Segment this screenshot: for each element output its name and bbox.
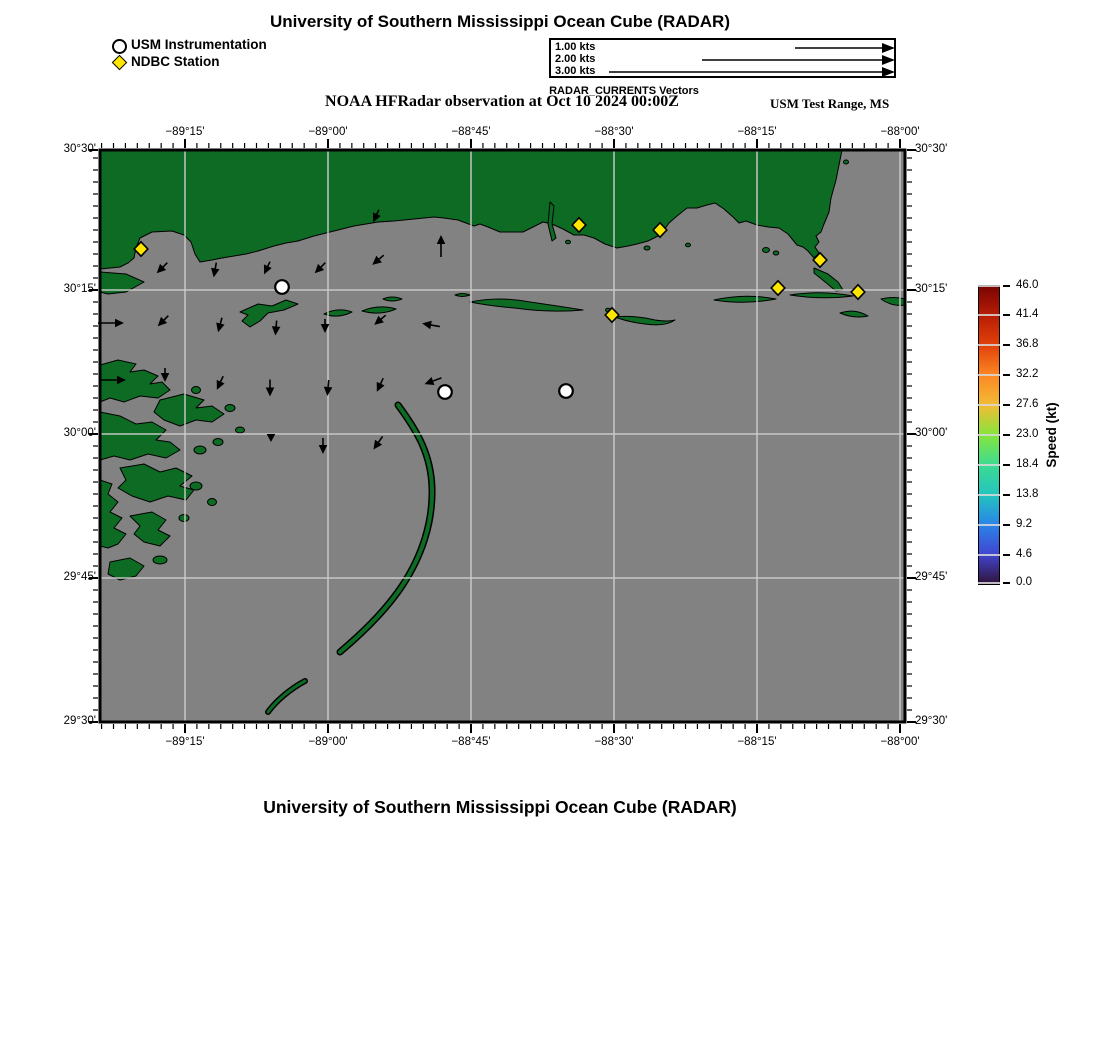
colorbar-tick-line <box>978 554 1000 556</box>
colorbar-tick-label: 41.4 <box>1016 308 1039 320</box>
colorbar-tick <box>1003 285 1010 287</box>
y-tick-label-left: 30°15' <box>63 283 96 295</box>
marsh-speck <box>236 427 245 433</box>
colorbar-tick-line <box>978 464 1000 466</box>
x-tick-label-top: −88°30' <box>594 126 634 138</box>
scale-1kt-label: 1.00 kts <box>555 41 596 53</box>
marsh-speck <box>153 556 167 564</box>
y-tick-label-right: 30°30' <box>915 143 948 155</box>
colorbar-tick-label: 46.0 <box>1016 279 1039 291</box>
islet-a <box>383 297 402 301</box>
colorbar-title: Speed (kt) <box>1044 402 1059 468</box>
sound-speck <box>644 246 650 250</box>
marsh-speck <box>190 482 202 490</box>
colorbar-tick-label: 36.8 <box>1016 338 1039 350</box>
usm-station-marker <box>275 280 289 294</box>
corner-speck <box>844 160 849 164</box>
map-subtitle: NOAA HFRadar observation at Oct 10 2024 00:00Z <box>325 93 679 110</box>
colorbar-tick-label: 0.0 <box>1016 576 1032 588</box>
usm-station-marker <box>559 384 573 398</box>
legend-usm-label: USM Instrumentation <box>131 37 267 52</box>
colorbar-tick <box>1003 344 1010 346</box>
range-label: USM Test Range, MS <box>770 96 890 111</box>
colorbar-tick-label: 32.2 <box>1016 368 1039 380</box>
colorbar-tick <box>1003 524 1010 526</box>
colorbar-tick-label: 18.4 <box>1016 458 1039 470</box>
colorbar-tick-line <box>978 344 1000 346</box>
colorbar-tick-line <box>978 434 1000 436</box>
map-svg <box>100 150 905 722</box>
colorbar-tick-line <box>978 314 1000 316</box>
colorbar-tick-label: 4.6 <box>1016 548 1032 560</box>
bay-islet <box>763 248 770 253</box>
scale-2kt-label: 2.00 kts <box>555 53 596 65</box>
colorbar-tick-line <box>978 285 1000 287</box>
x-tick-label-bottom: −89°00' <box>308 736 348 748</box>
bay-islet <box>773 251 779 255</box>
vector-scale-caption: RADAR_CURRENTS Vectors <box>549 85 699 97</box>
colorbar-tick <box>1003 404 1010 406</box>
colorbar-tick-label: 23.0 <box>1016 428 1039 440</box>
page-title: University of Southern Mississippi Ocean Cube (RADAR) <box>269 12 730 31</box>
x-tick-label-top: −88°15' <box>737 126 777 138</box>
y-tick-label-right: 30°15' <box>915 283 948 295</box>
marsh-speck <box>179 515 189 522</box>
usm-station-marker <box>438 385 452 399</box>
x-tick-label-top: −89°00' <box>308 126 348 138</box>
colorbar-tick <box>1003 374 1010 376</box>
colorbar-tick <box>1003 582 1010 584</box>
x-tick-label-bottom: −88°30' <box>594 736 634 748</box>
colorbar-tick-label: 13.8 <box>1016 488 1039 500</box>
marsh-speck <box>225 405 235 412</box>
usm-circle-icon <box>112 39 127 54</box>
islet-b <box>455 294 470 297</box>
colorbar-tick <box>1003 464 1010 466</box>
vector-scale-box <box>549 38 896 78</box>
marsh-speck <box>208 499 217 506</box>
y-tick-label-left: 30°30' <box>63 143 96 155</box>
legend-ndbc-label: NDBC Station <box>131 54 220 69</box>
colorbar-tick <box>1003 434 1010 436</box>
marsh-speck <box>213 439 223 446</box>
x-tick-label-top: −88°45' <box>451 126 491 138</box>
colorbar-tick-line <box>978 374 1000 376</box>
map-plot-area <box>100 150 905 722</box>
y-tick-label-left: 29°45' <box>63 571 96 583</box>
scale-arrows <box>551 40 894 76</box>
colorbar-tick-label: 9.2 <box>1016 518 1032 530</box>
marsh-speck <box>194 446 206 454</box>
sound-speck <box>686 243 691 247</box>
x-tick-label-bottom: −88°45' <box>451 736 491 748</box>
colorbar-tick-line <box>978 524 1000 526</box>
ndbc-diamond-icon <box>112 55 128 71</box>
x-tick-label-bottom: −88°15' <box>737 736 777 748</box>
colorbar-tick-line <box>978 404 1000 406</box>
colorbar-tick-line <box>978 582 1000 584</box>
colorbar-tick-label: 27.6 <box>1016 398 1039 410</box>
colorbar-tick <box>1003 554 1010 556</box>
marsh-speck <box>192 387 201 394</box>
colorbar <box>978 279 1098 588</box>
bottom-title: University of Southern Mississippi Ocean Cube (RADAR) <box>263 797 737 817</box>
y-tick-label-right: 30°00' <box>915 427 948 439</box>
y-tick-label-right: 29°45' <box>915 571 948 583</box>
scale-3kt-label: 3.00 kts <box>555 65 596 77</box>
x-tick-label-top: −89°15' <box>165 126 205 138</box>
y-tick-label-left: 30°00' <box>63 427 96 439</box>
colorbar-tick-line <box>978 494 1000 496</box>
x-tick-label-bottom: −89°15' <box>165 736 205 748</box>
colorbar-tick <box>1003 494 1010 496</box>
colorbar-tick <box>1003 314 1010 316</box>
y-tick-label-left: 29°30' <box>63 715 96 727</box>
x-tick-label-top: −88°00' <box>880 126 920 138</box>
sound-speck <box>566 240 571 244</box>
x-tick-label-bottom: −88°00' <box>880 736 920 748</box>
y-tick-label-right: 29°30' <box>915 715 948 727</box>
